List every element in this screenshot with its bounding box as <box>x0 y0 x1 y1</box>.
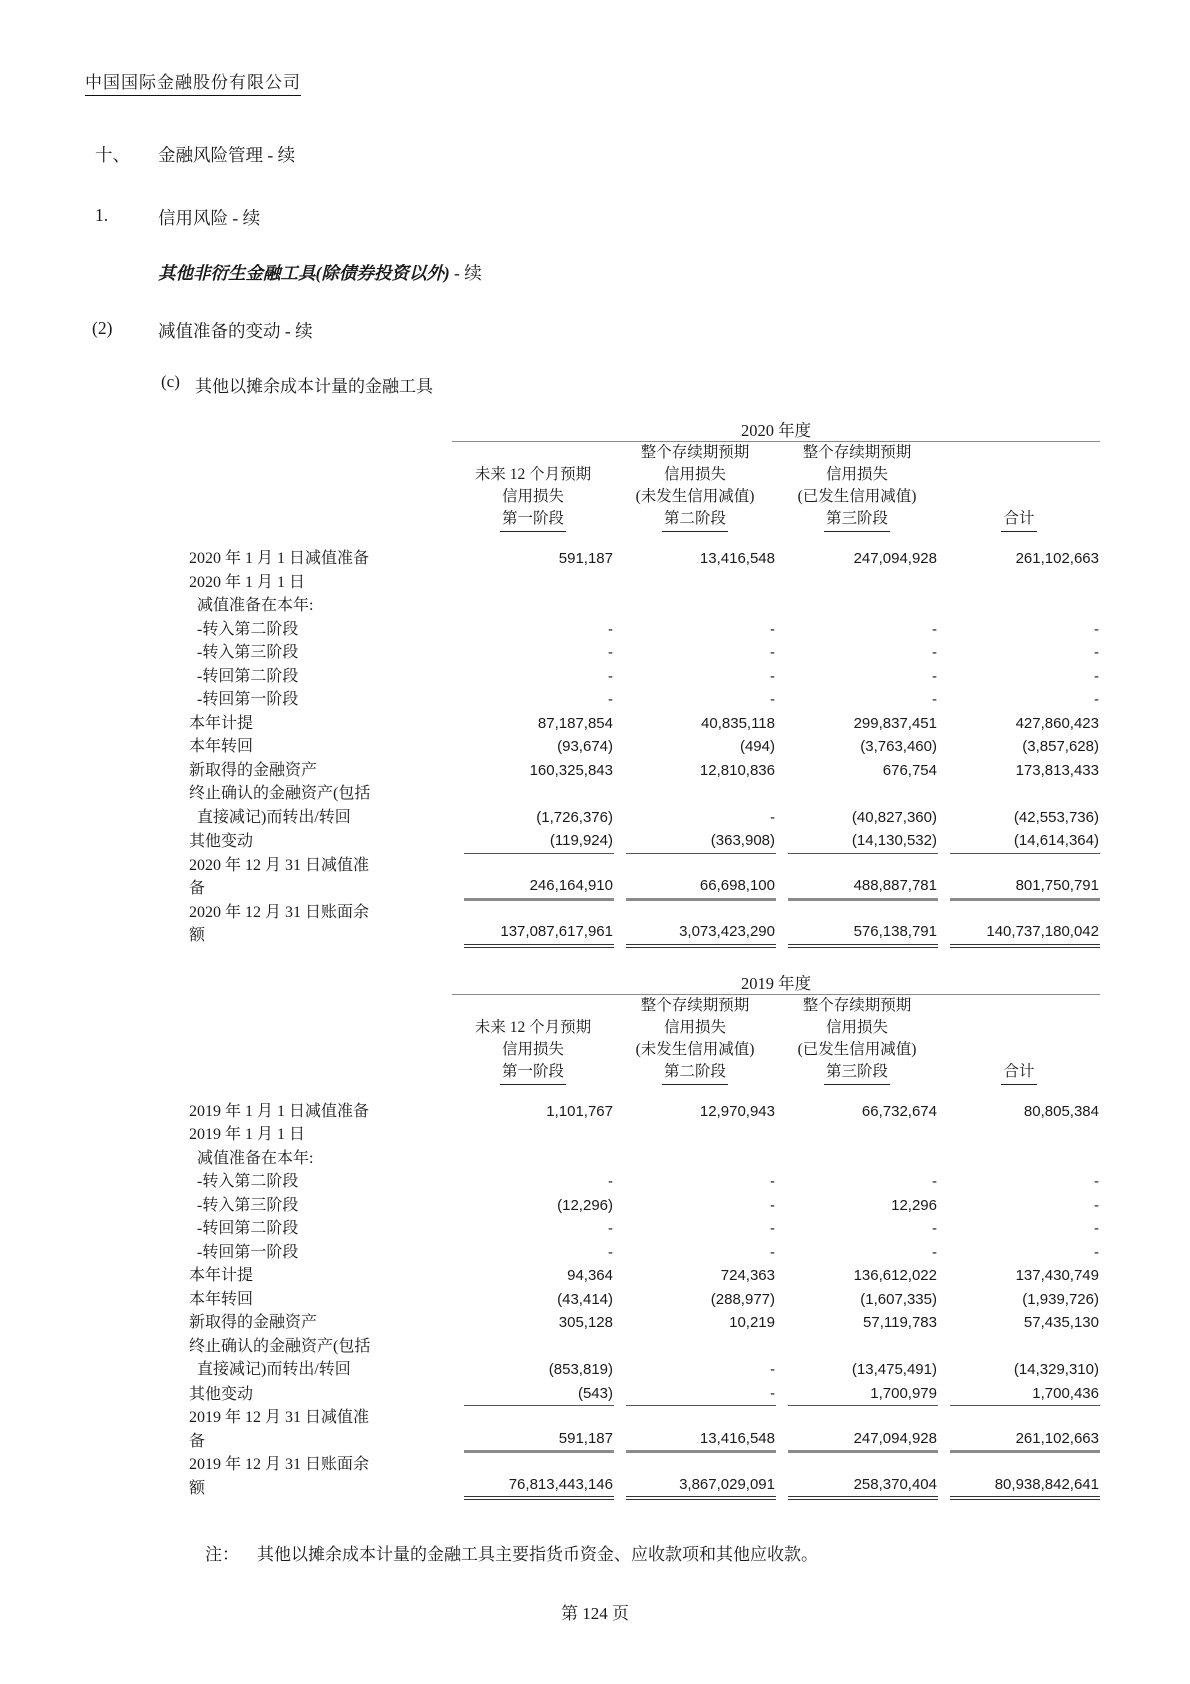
cell-value: (363,908) <box>626 829 776 854</box>
cell-value: 66,732,674 <box>861 1102 937 1120</box>
column-header <box>452 442 614 533</box>
row-label: 2020 年 1 月 1 日 <box>189 573 306 591</box>
cell-value: (43,414) <box>557 1290 613 1308</box>
cell-value: 801,750,791 <box>950 874 1100 901</box>
table-row <box>189 1264 1100 1288</box>
cell-value: 12,296 <box>891 1196 937 1214</box>
table-row <box>189 759 1100 783</box>
subsection-title-suffix: - 续 <box>449 263 482 283</box>
cell-value: - <box>608 1243 613 1261</box>
table-row <box>189 1406 1100 1453</box>
cell-value: - <box>770 691 775 708</box>
document-header <box>0 0 1190 96</box>
cell-value: 137,087,617,961 <box>464 920 614 948</box>
column-header-line: 整个存续期预期 <box>802 444 912 461</box>
cell-value: - <box>932 1243 937 1261</box>
column-header <box>614 442 776 533</box>
cell-value: (288,977) <box>710 1290 775 1308</box>
cell-value: - <box>608 1220 613 1237</box>
table-row <box>189 712 1100 736</box>
table-row <box>189 854 1100 901</box>
cell-value: (14,130,532) <box>788 829 938 854</box>
subsection-heading-other-instruments <box>158 260 1190 285</box>
section-number: 1. <box>95 205 109 225</box>
cell-value: 3,073,423,290 <box>626 920 776 948</box>
column-header-line: 信用损失 <box>501 488 564 505</box>
cell-value: - <box>1094 1220 1099 1237</box>
cell-value: - <box>608 691 613 708</box>
column-header <box>776 442 938 533</box>
row-label: 本年计提 <box>189 1267 254 1284</box>
cell-value: - <box>932 691 937 708</box>
cell-value: (12,296) <box>557 1196 613 1214</box>
column-header <box>938 994 1100 1085</box>
table-row <box>189 1194 1100 1218</box>
footnote-text: 其他以摊余成本计量的金融工具主要指货币资金、应收款项和其他应收款。 <box>257 1545 818 1564</box>
cell-value: 299,837,451 <box>853 714 937 732</box>
cell-value: (1,726,376) <box>536 808 613 826</box>
cell-value: - <box>608 644 613 661</box>
row-label: 2020 年 1 月 1 日减值准备 <box>189 550 370 567</box>
column-header <box>776 994 938 1085</box>
cell-value: - <box>770 1196 775 1214</box>
row-label: 2019 年 1 月 1 日减值准备 <box>189 1102 370 1120</box>
column-header-line: 信用损失 <box>501 1040 564 1058</box>
year-header-row <box>189 417 1100 442</box>
section-number: 十、 <box>95 145 130 165</box>
table-row <box>189 571 1100 595</box>
cell-value: 1,700,436 <box>950 1382 1100 1407</box>
cell-value: - <box>770 620 775 638</box>
row-label: -转入第二阶段 <box>189 620 299 638</box>
row-label: 减值准备在本年: <box>189 1149 314 1167</box>
cell-value: 40,835,118 <box>701 714 775 732</box>
cell-value: 80,805,384 <box>1023 1102 1099 1120</box>
cell-value: (42,553,736) <box>1013 808 1099 826</box>
column-header-line: 整个存续期预期 <box>640 444 750 461</box>
cell-value: (13,475,491) <box>851 1361 937 1378</box>
section-heading-amortized-cost <box>161 372 1190 397</box>
row-label: 减值准备在本年: <box>189 597 314 614</box>
cell-value: - <box>770 1361 775 1378</box>
table-row <box>189 1311 1100 1335</box>
section-title: 其他以摊余成本计量的金融工具 <box>195 377 433 396</box>
column-header-line: 信用损失 <box>663 466 726 483</box>
cell-value: 57,119,783 <box>863 1314 937 1331</box>
cell-value: 724,363 <box>720 1267 775 1284</box>
table-row <box>189 1335 1100 1382</box>
row-label: 本年转回 <box>189 1290 254 1308</box>
cell-value: (40,827,360) <box>851 808 937 826</box>
cell-value: - <box>932 1220 937 1237</box>
row-label: 2019 年 1 月 1 日 <box>189 1126 306 1143</box>
cell-value: - <box>1094 620 1099 638</box>
stage-label: 第三阶段 <box>824 508 890 532</box>
cell-value: - <box>932 667 937 685</box>
cell-value: 76,813,443,146 <box>464 1473 614 1501</box>
stage-label: 第一阶段 <box>500 508 566 532</box>
section-number: (2) <box>92 318 113 338</box>
cell-value: 57,435,130 <box>1023 1314 1099 1331</box>
cell-value: - <box>770 1243 775 1261</box>
column-header-line: 信用损失 <box>825 466 888 483</box>
row-label: -转回第一阶段 <box>189 691 299 708</box>
cell-value: - <box>770 1220 775 1237</box>
cell-value: (14,614,364) <box>950 829 1100 854</box>
cell-value: (119,924) <box>464 829 614 854</box>
cell-value: 87,187,854 <box>537 714 613 732</box>
row-label: -转回第二阶段 <box>189 1220 299 1237</box>
cell-value: 13,416,548 <box>699 550 775 567</box>
ecl-table-2020 <box>189 417 1100 948</box>
cell-value: 591,187 <box>464 1427 614 1454</box>
column-header-line: 整个存续期预期 <box>640 996 750 1014</box>
cell-value: - <box>1094 1196 1099 1214</box>
cell-value: - <box>770 667 775 685</box>
row-label: 终止确认的金融资产(包括 直接减记)而转出/转回 <box>189 1337 371 1378</box>
cell-value: 3,867,029,091 <box>626 1473 776 1501</box>
column-header <box>452 994 614 1085</box>
table-row <box>189 1241 1100 1265</box>
cell-value: 676,754 <box>882 761 937 779</box>
table-row <box>189 1147 1100 1171</box>
stage-label: 第三阶段 <box>824 1061 890 1085</box>
row-label: -转入第三阶段 <box>189 1196 299 1214</box>
stage-label: 第一阶段 <box>500 1061 566 1085</box>
cell-value: 137,430,749 <box>1015 1267 1099 1284</box>
stage-label: 第二阶段 <box>662 1061 728 1085</box>
cell-value: (93,674) <box>557 738 613 755</box>
footnote <box>205 1540 1190 1565</box>
cell-value: 160,325,843 <box>529 761 613 779</box>
row-label: -转回第一阶段 <box>189 1243 299 1261</box>
table-row <box>189 829 1100 854</box>
cell-value: - <box>608 667 613 685</box>
table-row <box>189 532 1100 571</box>
section-heading-provision-movement <box>92 318 1190 343</box>
column-header-line: 信用损失 <box>825 1018 888 1036</box>
column-header-line: 未来 12 个月预期 <box>474 466 592 483</box>
cell-value: - <box>1094 1243 1099 1261</box>
cell-value: 80,938,842,641 <box>950 1473 1100 1501</box>
table-row <box>189 1217 1100 1241</box>
cell-value: (3,857,628) <box>1022 738 1099 755</box>
row-label: 终止确认的金融资产(包括 直接减记)而转出/转回 <box>189 785 371 826</box>
row-label: 2019 年 12 月 31 日减值准 备 <box>189 1409 370 1450</box>
cell-value: 12,810,836 <box>699 761 775 779</box>
table-row <box>189 901 1100 948</box>
stage-label: 合计 <box>1001 1061 1036 1085</box>
section-title: 减值准备的变动 - 续 <box>158 321 313 341</box>
row-label: 其他变动 <box>189 833 254 850</box>
table-row <box>189 1382 1100 1407</box>
cell-value: (3,763,460) <box>860 738 937 755</box>
cell-value: - <box>932 644 937 661</box>
cell-value: 305,128 <box>558 1314 613 1331</box>
cell-value: 488,887,781 <box>788 874 938 901</box>
cell-value: 576,138,791 <box>788 920 938 948</box>
row-label: 2020 年 12 月 31 日账面余 额 <box>189 903 370 944</box>
row-label: 本年转回 <box>189 738 254 755</box>
table-row <box>189 1288 1100 1312</box>
cell-value: 173,813,433 <box>1015 761 1099 779</box>
cell-value: 261,102,663 <box>1015 550 1099 567</box>
table-row <box>189 618 1100 642</box>
column-header <box>938 442 1100 533</box>
cell-value: 12,970,943 <box>699 1102 775 1120</box>
column-header-line: 整个存续期预期 <box>802 996 912 1014</box>
table-row <box>189 1085 1100 1124</box>
table-row <box>189 735 1100 759</box>
footnote-label: 注： <box>205 1545 239 1564</box>
column-header-line: (已发生信用减值) <box>797 1040 917 1058</box>
cell-value: (494) <box>739 738 775 755</box>
column-header-line: (未发生信用减值) <box>635 488 755 505</box>
section-heading-financial-risk <box>95 142 1190 167</box>
column-header-line: 未来 12 个月预期 <box>474 1018 592 1036</box>
cell-value: 136,612,022 <box>853 1267 937 1284</box>
company-name: 中国国际金融股份有限公司 <box>85 68 301 96</box>
cell-value: - <box>608 1173 613 1190</box>
cell-value: 261,102,663 <box>950 1427 1100 1454</box>
cell-value: - <box>770 644 775 661</box>
table-row <box>189 665 1100 689</box>
ecl-table-2019 <box>189 970 1100 1501</box>
column-header-line: (已发生信用减值) <box>797 488 917 505</box>
cell-value: - <box>770 808 775 826</box>
cell-value: 10,219 <box>729 1314 775 1331</box>
cell-value: (543) <box>464 1382 614 1407</box>
cell-value: 258,370,404 <box>788 1473 938 1501</box>
cell-value: - <box>770 1173 775 1190</box>
row-label: 新取得的金融资产 <box>189 1314 318 1331</box>
year-title: 2019 年度 <box>452 970 1100 995</box>
year-header-row <box>189 970 1100 995</box>
cell-value: 1,700,979 <box>788 1382 938 1407</box>
cell-value: - <box>608 620 613 638</box>
cell-value: - <box>626 1382 776 1407</box>
table-row <box>189 641 1100 665</box>
row-label: 2019 年 12 月 31 日账面余 额 <box>189 1456 370 1497</box>
row-label: 2020 年 12 月 31 日减值准 备 <box>189 856 370 897</box>
cell-value: - <box>932 620 937 638</box>
cell-value: (14,329,310) <box>1013 1361 1099 1378</box>
column-header-line: 信用损失 <box>663 1018 726 1036</box>
column-header <box>614 994 776 1085</box>
cell-value: (1,607,335) <box>860 1290 937 1308</box>
cell-value: 591,187 <box>558 550 613 567</box>
cell-value: (853,819) <box>548 1361 613 1378</box>
column-header-line: (未发生信用减值) <box>635 1040 755 1058</box>
cell-value: 94,364 <box>567 1267 613 1284</box>
stage-label: 第二阶段 <box>662 508 728 532</box>
page-number: 第 124 页 <box>561 1604 629 1623</box>
row-label: -转入第二阶段 <box>189 1173 299 1190</box>
cell-value: 247,094,928 <box>788 1427 938 1454</box>
table-row <box>189 688 1100 712</box>
table-row <box>189 1170 1100 1194</box>
table-row <box>189 782 1100 829</box>
cell-value: 247,094,928 <box>853 550 937 567</box>
column-header-row <box>189 442 1100 533</box>
cell-value: 66,698,100 <box>626 874 776 901</box>
table-row <box>189 1453 1100 1500</box>
cell-value: - <box>1094 691 1099 708</box>
cell-value: - <box>1094 644 1099 661</box>
year-title: 2020 年度 <box>452 417 1100 442</box>
section-heading-credit-risk <box>95 205 1190 230</box>
section-number: (c) <box>161 372 180 391</box>
cell-value: 1,101,767 <box>546 1102 613 1120</box>
cell-value: 140,737,180,042 <box>950 920 1100 948</box>
cell-value: - <box>1094 667 1099 685</box>
cell-value: (1,939,726) <box>1022 1290 1099 1308</box>
row-label: -转回第二阶段 <box>189 667 299 685</box>
section-title: 信用风险 - 续 <box>158 208 261 228</box>
column-header-row <box>189 994 1100 1085</box>
cell-value: - <box>1094 1173 1099 1190</box>
table-row <box>189 1123 1100 1147</box>
row-label: 本年计提 <box>189 714 254 732</box>
row-label: -转入第三阶段 <box>189 644 299 661</box>
cell-value: 13,416,548 <box>626 1427 776 1454</box>
stage-label: 合计 <box>1001 508 1036 532</box>
row-label: 新取得的金融资产 <box>189 761 318 779</box>
subsection-title-bold-italic: 其他非衍生金融工具(除债券投资以外) <box>158 263 450 283</box>
row-label: 其他变动 <box>189 1385 254 1403</box>
section-title: 金融风险管理 - 续 <box>158 145 296 165</box>
table-row <box>189 594 1100 618</box>
cell-value: 427,860,423 <box>1015 714 1099 732</box>
cell-value: - <box>932 1173 937 1190</box>
cell-value: 246,164,910 <box>464 874 614 901</box>
